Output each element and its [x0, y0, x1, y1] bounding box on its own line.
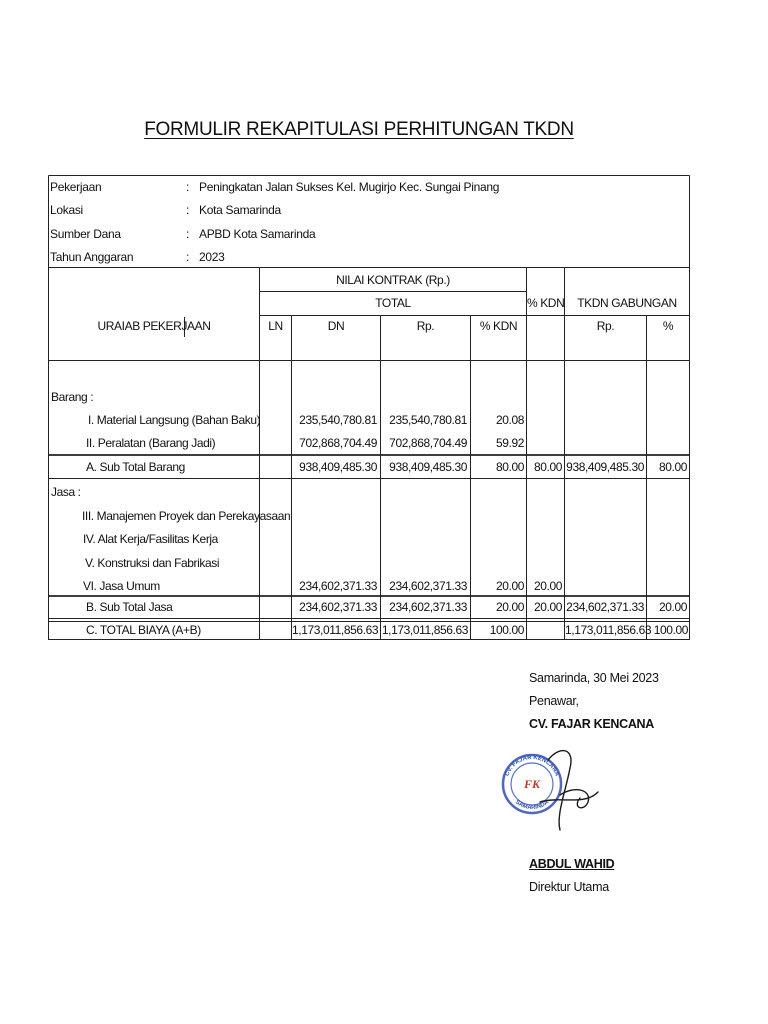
row-label: V. Konstruksi dan Fabrikasi [85, 556, 220, 570]
info-colon: : [186, 227, 190, 241]
info-colon: : [186, 250, 190, 264]
cell-gabungan-pct: 80.00 [658, 460, 687, 474]
info-key: Lokasi [50, 203, 83, 217]
header-pct-kdn: % KDN [479, 319, 518, 333]
cell-kdn-total: 80.00 [533, 460, 562, 474]
cell-kdn: 100.00 [489, 623, 524, 637]
info-colon: : [186, 203, 190, 217]
info-key: Pekerjaan [50, 180, 102, 194]
signer-name: ABDUL WAHID [529, 857, 615, 871]
cell-rp: 235,540,780.81 [389, 413, 467, 427]
header-rp: Rp. [416, 319, 435, 333]
stamp-text-top: CV. FAJAR KENCANA [504, 754, 560, 778]
cell-dn: 1,173,011,856.63 [292, 623, 379, 637]
page-title: FORMULIR REKAPITULASI PERHITUNGAN TKDN [144, 119, 574, 140]
row-label: IV. Alat Kerja/Fasilitas Kerja [83, 532, 218, 546]
header-ln: LN [268, 319, 283, 333]
signer-position: Direktur Utama [529, 880, 609, 894]
stamp-initials: FK [523, 777, 541, 791]
cell-dn: 235,540,780.81 [299, 413, 377, 427]
info-colon: : [186, 180, 190, 194]
signer-role: Penawar, [529, 694, 579, 708]
cell-rp: 1,173,011,856.63 [381, 623, 468, 637]
header-gabungan-rp: Rp. [596, 319, 615, 333]
total-biaya-label: C. TOTAL BIAYA (A+B) [86, 623, 201, 637]
header-gabungan-pct: % [662, 319, 674, 333]
cell-rp: 234,602,371.33 [389, 579, 467, 593]
cell-gabungan-pct: 100.00 [653, 623, 688, 637]
cell-gabungan-rp: 1,173,011,856.63 [565, 623, 652, 637]
subtotal-barang-label: A. Sub Total Barang [86, 460, 185, 474]
info-value: Peningkatan Jalan Sukses Kel. Mugirjo Kec. Sungai Pinang [199, 180, 500, 194]
cell-rp: 702,868,704.49 [389, 436, 467, 450]
info-value: APBD Kota Samarinda [199, 227, 316, 241]
cell-kdn: 20.00 [495, 579, 524, 593]
info-value: Kota Samarinda [199, 203, 281, 217]
row-label: III. Manajemen Proyek dan Perekayasaan [82, 509, 291, 523]
cell-dn: 234,602,371.33 [299, 600, 377, 614]
stamp-text-bottom: SAMARINDA [513, 799, 551, 812]
header-total: TOTAL [375, 296, 411, 310]
cell-dn: 234,602,371.33 [299, 579, 377, 593]
cell-kdn-total: 20.00 [533, 600, 562, 614]
barang-label: Barang : [51, 390, 94, 404]
header-pct-kdn-total: % KDN [527, 296, 565, 310]
cell-gabungan-rp: 234,602,371.33 [566, 600, 644, 614]
cell-rp: 234,602,371.33 [389, 600, 467, 614]
company-name: CV. FAJAR KENCANA [529, 717, 655, 731]
subtotal-jasa-label: B. Sub Total Jasa [86, 600, 173, 614]
info-key: Sumber Dana [50, 227, 121, 241]
header-uraian: URAIAB PEKERJAAN [97, 319, 211, 333]
info-value: 2023 [199, 250, 225, 264]
jasa-label: Jasa : [51, 485, 81, 499]
header-nilai-kontrak: NILAI KONTRAK (Rp.) [336, 273, 450, 287]
cell-kdn: 59.92 [495, 436, 524, 450]
row-label: II. Peralatan (Barang Jadi) [86, 436, 216, 450]
cell-dn: 702,868,704.49 [299, 436, 377, 450]
row-label: I. Material Langsung (Bahan Baku) [88, 413, 261, 427]
place-date: Samarinda, 30 Mei 2023 [529, 671, 659, 685]
cell-kdn: 80.00 [495, 460, 524, 474]
info-key: Tahun Anggaran [50, 250, 134, 264]
row-label: VI. Jasa Umum [83, 579, 160, 593]
cell-kdn: 20.00 [495, 600, 524, 614]
cell-dn: 938,409,485.30 [299, 460, 377, 474]
cell-kdn-total: 20.00 [533, 579, 562, 593]
header-tkdn-gabungan: TKDN GABUNGAN [577, 296, 677, 310]
cell-rp: 938,409,485.30 [389, 460, 467, 474]
header-dn: DN [327, 319, 345, 333]
cell-gabungan-rp: 938,409,485.30 [566, 460, 644, 474]
cell-gabungan-pct: 20.00 [658, 600, 687, 614]
cell-kdn: 20.08 [495, 413, 524, 427]
